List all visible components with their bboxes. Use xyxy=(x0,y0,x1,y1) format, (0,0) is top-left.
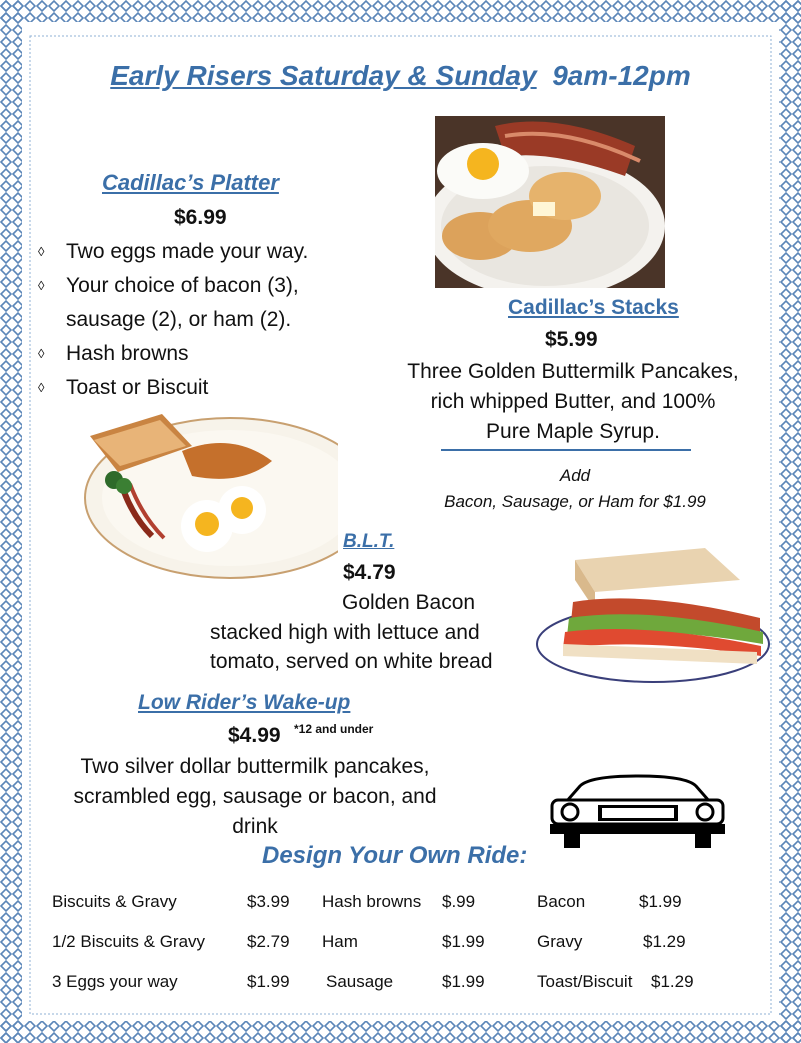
platter-item xyxy=(38,371,378,405)
platter-photo xyxy=(72,406,338,582)
lowrider-age-note: *12 and under xyxy=(294,722,374,736)
platter-item xyxy=(38,235,378,269)
lowrider-desc-line: drink xyxy=(232,815,278,838)
diamond-bullet-icon: ◊ xyxy=(38,346,45,361)
item-name: Biscuits & Gravy xyxy=(52,892,177,911)
platter-item-text: Two eggs made your way. xyxy=(66,240,309,263)
classic-car-icon xyxy=(550,772,725,850)
item-name: Toast/Biscuit xyxy=(537,972,633,991)
item-name: 3 Eggs your way xyxy=(52,972,178,991)
item-price: $2.79 xyxy=(247,932,290,951)
diamond-bullet-icon: ◊ xyxy=(38,278,45,293)
item-price: $1.99 xyxy=(442,932,485,951)
blt-desc-line: tomato, served on white bread xyxy=(210,650,493,673)
item-price: $1.29 xyxy=(643,932,686,951)
item-price: $1.99 xyxy=(247,972,290,991)
table-row xyxy=(52,962,699,1002)
platter-item-text: Hash browns xyxy=(66,342,189,365)
item-price: $1.99 xyxy=(442,972,485,991)
lowrider-heading: Low Rider’s Wake-up xyxy=(138,691,351,714)
lowrider-desc-line: scrambled egg, sausage or bacon, and xyxy=(73,785,437,808)
platter-price: $6.99 xyxy=(174,206,227,229)
table-row xyxy=(52,922,699,962)
stacks-add-label: Add xyxy=(559,466,591,485)
title-main: Early Risers Saturday & Sunday xyxy=(110,60,537,91)
platter-item-text: Toast or Biscuit xyxy=(66,376,209,399)
item-name: Hash browns xyxy=(322,892,422,911)
item-name: 1/2 Biscuits & Gravy xyxy=(52,932,206,951)
blt-photo xyxy=(535,540,771,684)
lowrider-desc-line: Two silver dollar buttermilk pancakes, xyxy=(80,755,430,778)
diamond-bullet-icon: ◊ xyxy=(38,244,45,259)
blt-desc-line: Golden Bacon xyxy=(342,591,476,614)
stacks-price: $5.99 xyxy=(545,328,598,351)
item-name: Gravy xyxy=(537,932,583,951)
stacks-desc-line: Pure Maple Syrup. xyxy=(486,420,660,443)
section-divider xyxy=(441,449,691,451)
stacks-description xyxy=(388,357,758,447)
platter-items-list xyxy=(38,235,378,405)
blt-desc-line: stacked high with lettuce and xyxy=(210,621,480,644)
blt-heading: B.L.T. xyxy=(343,531,395,552)
design-table xyxy=(52,882,762,1002)
lowrider-price: $4.99 xyxy=(228,724,281,747)
item-price: $3.99 xyxy=(247,892,290,911)
item-price: $.99 xyxy=(442,892,476,911)
stacks-heading: Cadillac’s Stacks xyxy=(508,296,679,319)
item-price: $1.99 xyxy=(639,892,682,911)
platter-item-text: Your choice of bacon (3), xyxy=(66,274,299,297)
table-row xyxy=(52,882,699,922)
blt-price: $4.79 xyxy=(343,561,396,584)
platter-item-text-cont: sausage (2), or ham (2). xyxy=(66,308,292,331)
design-heading: Design Your Own Ride: xyxy=(262,842,528,869)
title-time: 9am-12pm xyxy=(552,60,691,91)
platter-item xyxy=(38,269,378,337)
platter-item xyxy=(38,337,378,371)
diamond-bullet-icon: ◊ xyxy=(38,380,45,395)
item-name: Ham xyxy=(322,932,358,951)
item-price: $1.29 xyxy=(651,972,694,991)
page-title xyxy=(0,60,801,92)
item-name: Sausage xyxy=(326,972,394,991)
item-name: Bacon xyxy=(537,892,586,911)
stacks-desc-line: Three Golden Buttermilk Pancakes, xyxy=(407,360,739,383)
pancakes-photo xyxy=(435,116,665,288)
stacks-add-text: Bacon, Sausage, or Ham for $1.99 xyxy=(444,492,706,511)
stacks-desc-line: rich whipped Butter, and 100% xyxy=(430,390,716,413)
platter-heading: Cadillac’s Platter xyxy=(102,170,279,195)
lowrider-description xyxy=(50,752,460,842)
